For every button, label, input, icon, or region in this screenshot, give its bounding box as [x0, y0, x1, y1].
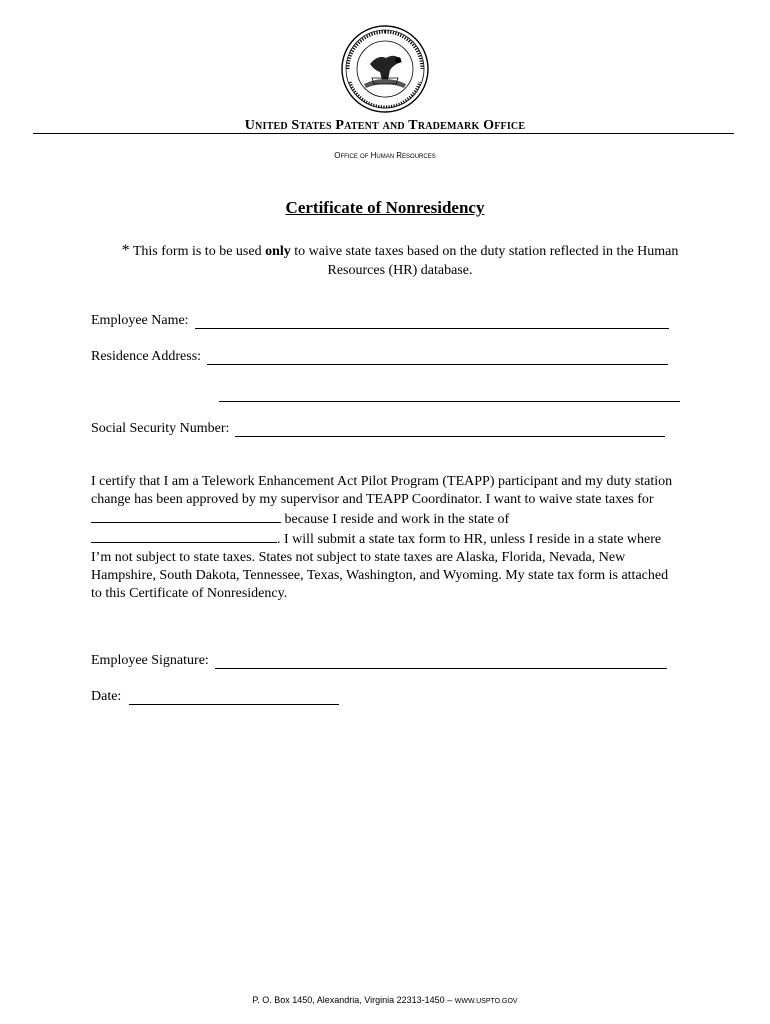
certification-text-3: . I will submit a state tax form to HR, unless I reside in a state where I’m not subject to state taxes. States not subject to state taxes are Alaska, Florida, Nevada, New Hampshire, South Dakota, Tennessee, Texas, Washington, and Wyoming. My state tax form is attached to this Certificate of Nonresidency. [91, 532, 669, 601]
employee-signature-input-line[interactable] [215, 654, 667, 669]
certification-text-2: because I reside and work in the state of [284, 512, 510, 527]
footer-website[interactable]: WWW.USPTO.GOV [454, 998, 518, 1005]
note-asterisk: * [121, 242, 130, 259]
reside-state-blank[interactable] [91, 529, 277, 543]
employee-name-label: Employee Name: [91, 313, 189, 328]
ssn-input-line[interactable] [235, 422, 665, 437]
note-text-bold: only [265, 244, 291, 259]
employee-name-field [91, 313, 669, 329]
certification-text-1: I certify that I am a Telework Enhancement Act Pilot Program (TEAPP) participant and my duty station change has been approved by my supervisor and TEAPP Coordinator. I want to waive state taxes for [91, 474, 673, 507]
date-label: Date: [91, 689, 122, 704]
residence-address-label: Residence Address: [91, 349, 202, 364]
employee-signature-field [91, 653, 667, 669]
certification-paragraph [91, 473, 681, 603]
residence-address-field [91, 349, 668, 365]
office-name: Office of Human Resources [334, 151, 436, 160]
form-title: Certificate of Nonresidency [285, 198, 485, 217]
residence-address-line-2[interactable] [219, 401, 680, 402]
page-footer [0, 995, 770, 1005]
ssn-label: Social Security Number: [91, 421, 230, 436]
date-input-line[interactable] [129, 690, 339, 705]
header-divider [33, 133, 734, 134]
footer-address: P. O. Box 1450, Alexandria, Virginia 22313-1450 [252, 995, 445, 1005]
waive-state-blank[interactable] [91, 509, 281, 523]
note-text-after: to waive state taxes based on the duty station reflected in the Human Resources (HR) database. [294, 244, 679, 278]
form-note [110, 241, 690, 280]
employee-name-input-line[interactable] [195, 314, 669, 329]
agency-name: United States Patent and Trademark Office [244, 118, 526, 133]
uspto-seal [340, 24, 430, 114]
ssn-field [91, 421, 665, 437]
footer-dash: – [447, 995, 453, 1005]
employee-signature-label: Employee Signature: [91, 653, 209, 668]
date-field [91, 689, 339, 705]
residence-address-input-line[interactable] [207, 350, 668, 365]
note-text-before: This form is to be used [132, 244, 262, 259]
